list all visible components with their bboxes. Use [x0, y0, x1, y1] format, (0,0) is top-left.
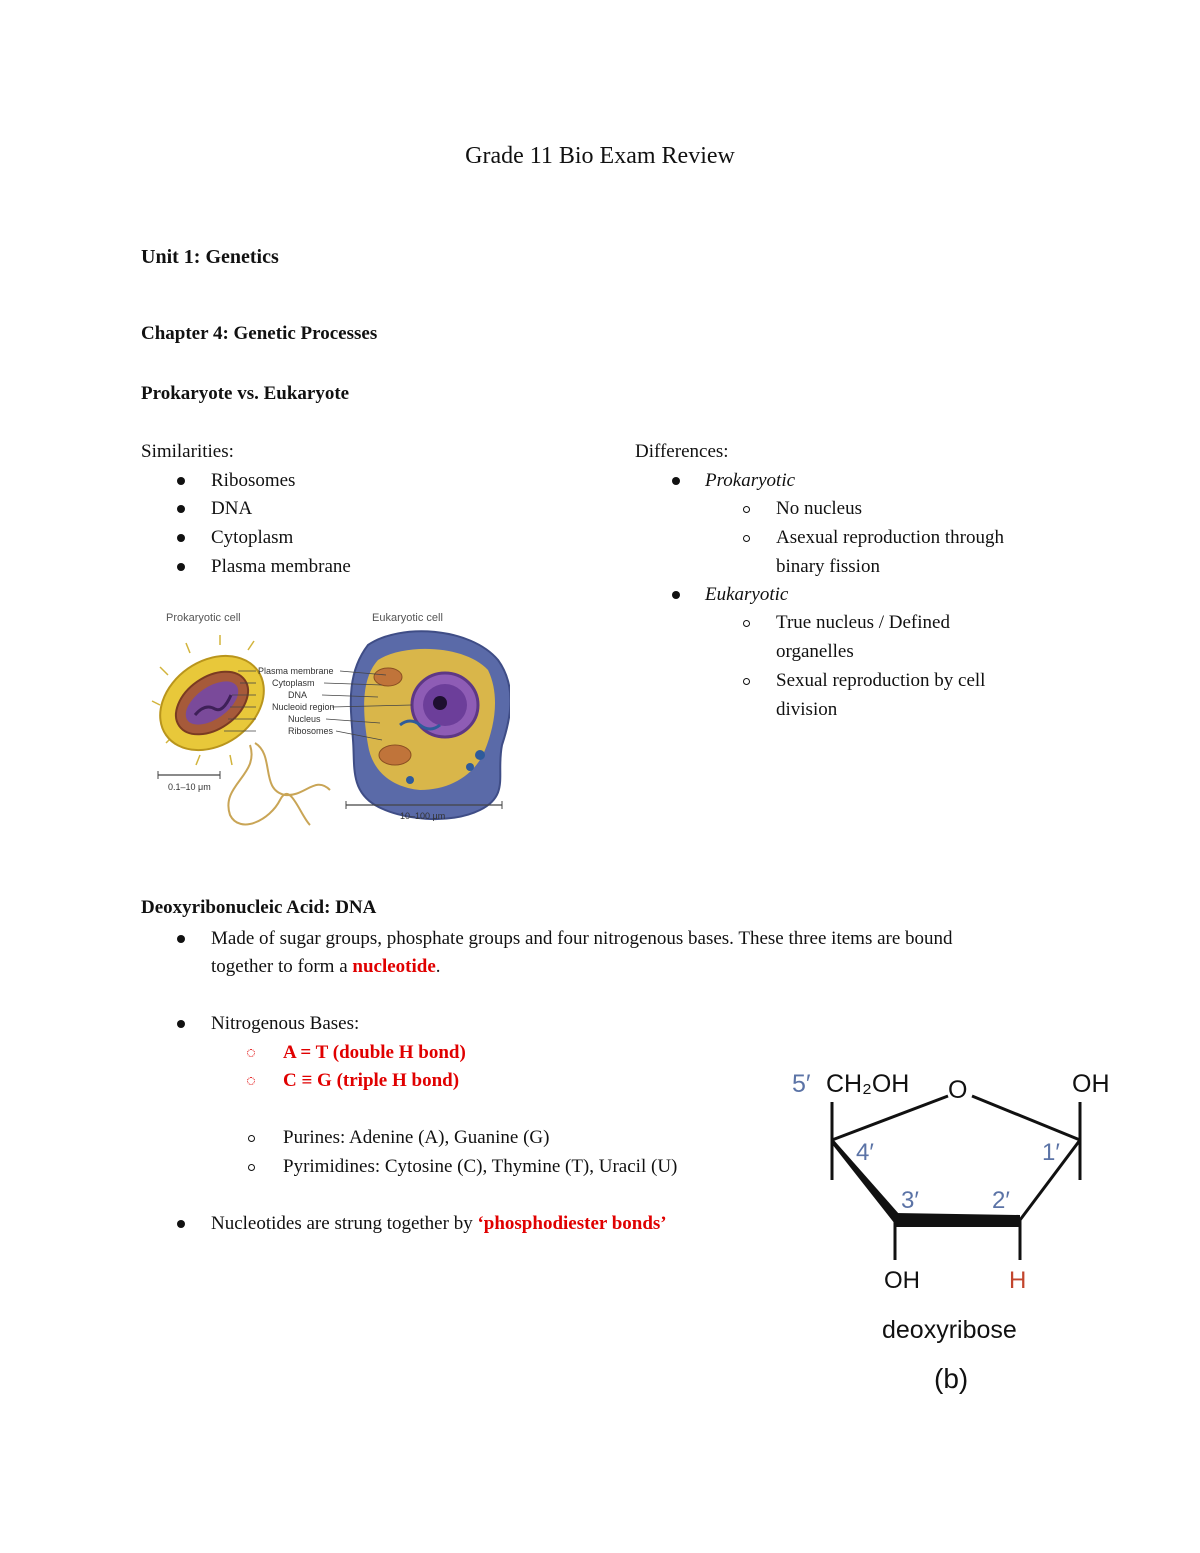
sub-bullet-icon: [247, 1049, 255, 1057]
unit-heading: Unit 1: Genetics: [141, 246, 279, 268]
list-item: True nucleus / Defined: [776, 612, 950, 633]
bullet-icon: [177, 563, 185, 571]
pyrimidines: Pyrimidines: Cytosine (C), Thymine (T), Uracil (U): [283, 1156, 678, 1177]
sub-bullet-icon: [743, 678, 750, 685]
label-nucleus: Nucleus: [288, 714, 321, 724]
similarities-label: Similarities:: [141, 441, 234, 462]
label-plasma-membrane: Plasma membrane: [258, 666, 334, 676]
pair-cg: C ≡ G (triple H bond): [283, 1070, 460, 1091]
list-item: Plasma membrane: [211, 556, 351, 577]
bullet-icon: [177, 505, 185, 513]
cell-comparison-figure: [150, 605, 510, 840]
label-nucleoid-region: Nucleoid region: [272, 702, 335, 712]
sub-bullet-icon: [247, 1077, 255, 1085]
sub-bullet-icon: [743, 506, 750, 513]
eukaryote-title: Eukaryotic cell: [372, 612, 443, 624]
bullet-icon: [177, 534, 185, 542]
list-item: Sexual reproduction by cell: [776, 670, 986, 691]
prokaryote-title: Prokaryotic cell: [166, 612, 241, 624]
chapter-heading: Chapter 4: Genetic Processes: [141, 323, 378, 344]
prokaryote-scale: 0.1–10 μm: [168, 782, 211, 792]
purines: Purines: Adenine (A), Guanine (G): [283, 1127, 550, 1148]
comparison-heading: Prokaryote vs. Eukaryote: [141, 383, 350, 404]
list-item: DNA: [211, 498, 253, 519]
eukaryote-scale: 10–100 μm: [400, 811, 446, 821]
phosphodiester-term: ‘phosphodiester bonds’: [477, 1213, 667, 1234]
label-dna: DNA: [288, 690, 308, 700]
dna-made-of-line1: Made of sugar groups, phosphate groups and four nitrogenous bases. These three items are bound: [211, 928, 953, 949]
list-item-continued: binary fission: [776, 556, 880, 577]
bases-label: Nitrogenous Bases:: [211, 1013, 360, 1034]
phosphodiester-pre: Nucleotides are strung together by: [211, 1213, 478, 1234]
deoxyribose-name: deoxyribose: [882, 1316, 1017, 1344]
bullet-icon: [177, 935, 185, 943]
prokaryotic-label: Prokaryotic: [705, 470, 796, 491]
list-item-continued: division: [776, 699, 838, 720]
carbon-3-label: 3′: [901, 1187, 919, 1214]
bullet-icon: [672, 591, 680, 599]
list-item: Asexual reproduction through: [776, 527, 1004, 548]
carbon-4-label: 4′: [856, 1139, 874, 1166]
bullet-icon: [177, 1020, 185, 1028]
oh-bottom-label: OH: [884, 1267, 920, 1294]
phosphodiester-line: [211, 1210, 667, 1238]
carbon-1-label: 1′: [1042, 1139, 1060, 1166]
deoxyribose-diagram: [780, 1060, 1140, 1405]
sub-bullet-icon: [743, 620, 750, 627]
carbon-5-label: 5′: [792, 1070, 811, 1098]
pair-at: A = T (double H bond): [283, 1042, 466, 1063]
dna-heading: Deoxyribonucleic Acid: DNA: [141, 897, 377, 918]
oh-top-label: OH: [1072, 1070, 1110, 1098]
list-item: Ribosomes: [211, 470, 296, 491]
dna-made-of-pre: together to form a: [211, 956, 353, 977]
eukaryotic-cell-illustration: [351, 631, 510, 819]
label-cytoplasm: Cytoplasm: [272, 678, 315, 688]
sub-bullet-icon: [248, 1164, 255, 1171]
differences-label: Differences:: [635, 441, 729, 462]
bullet-icon: [177, 477, 185, 485]
dna-made-of-line2: [211, 953, 441, 981]
bullet-icon: [672, 477, 680, 485]
label-ribosomes: Ribosomes: [288, 726, 334, 736]
eukaryotic-label: Eukaryotic: [705, 584, 789, 605]
bullet-icon: [177, 1220, 185, 1228]
dna-made-of-post: .: [435, 956, 441, 977]
sub-bullet-icon: [248, 1135, 255, 1142]
nucleotide-term: nucleotide: [352, 956, 436, 977]
carbon-2-label: 2′: [992, 1187, 1010, 1214]
ring-oxygen-label: O: [948, 1076, 968, 1104]
hydrogen-label: H: [1009, 1267, 1027, 1294]
sub-bullet-icon: [743, 535, 750, 542]
panel-label: (b): [934, 1363, 969, 1394]
list-item-continued: organelles: [776, 641, 854, 662]
list-item: No nucleus: [776, 498, 863, 519]
ch2oh-label: CH₂OH: [826, 1070, 910, 1098]
page-title: Grade 11 Bio Exam Review: [465, 143, 735, 169]
list-item: Cytoplasm: [211, 527, 294, 548]
